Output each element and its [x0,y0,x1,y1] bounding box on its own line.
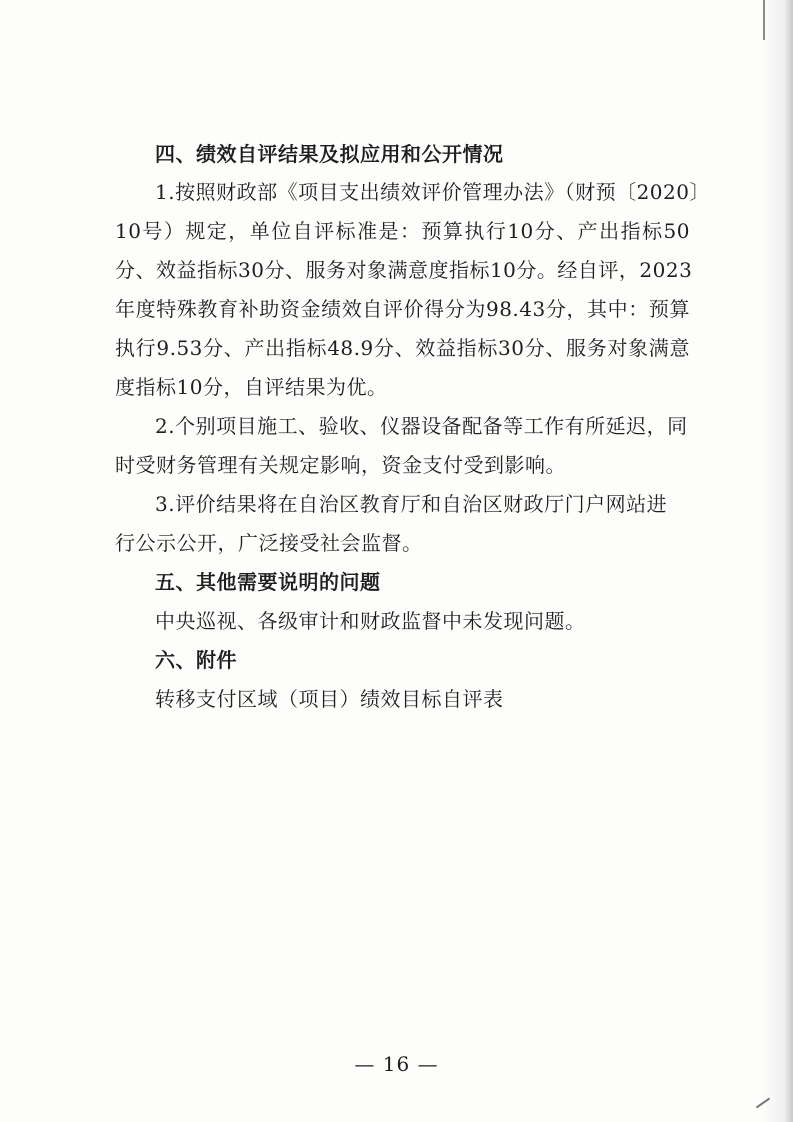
paragraph-line: 时受财务管理有关规定影响，资金支付受到影响。 [115,453,566,477]
paragraph-line: 行公示公开，广泛接受社会监督。 [115,531,423,555]
section-heading-4: 四、绩效自评结果及拟应用和公开情况 [155,142,504,166]
scan-shadow-edge [763,0,793,1122]
paragraph-line: 度指标10分，自评结果为优。 [115,375,388,399]
paragraph-line: 分、效益指标30分、服务对象满意度指标10分。经自评，2023 [115,258,693,282]
paragraph-line: 10号）规定，单位自评标准是：预算执行10分、产出指标50 [115,219,690,243]
paragraph-line: 1.按照财政部《项目支出绩效评价管理办法》（财预〔2020〕 [155,180,710,204]
page-number: — 16 — [354,1052,439,1076]
paragraph-line: 年度特殊教育补助资金绩效自评价得分为98.43分，其中：预算 [115,297,690,321]
section-heading-5: 五、其他需要说明的问题 [155,570,381,594]
paragraph-line: 中央巡视、各级审计和财政监督中未发现问题。 [155,609,586,633]
paragraph-line: 3.评价结果将在自治区教育厅和自治区财政厅门户网站进 [155,492,668,516]
paragraph-line: 2.个别项目施工、验收、仪器设备配备等工作有所延迟，同 [155,414,688,438]
section-heading-6: 六、附件 [155,648,237,672]
attachment-line: 转移支付区域（项目）绩效目标自评表 [155,687,504,711]
scan-mark [763,0,765,40]
paragraph-line: 执行9.53分、产出指标48.9分、效益指标30分、服务对象满意 [115,336,690,360]
